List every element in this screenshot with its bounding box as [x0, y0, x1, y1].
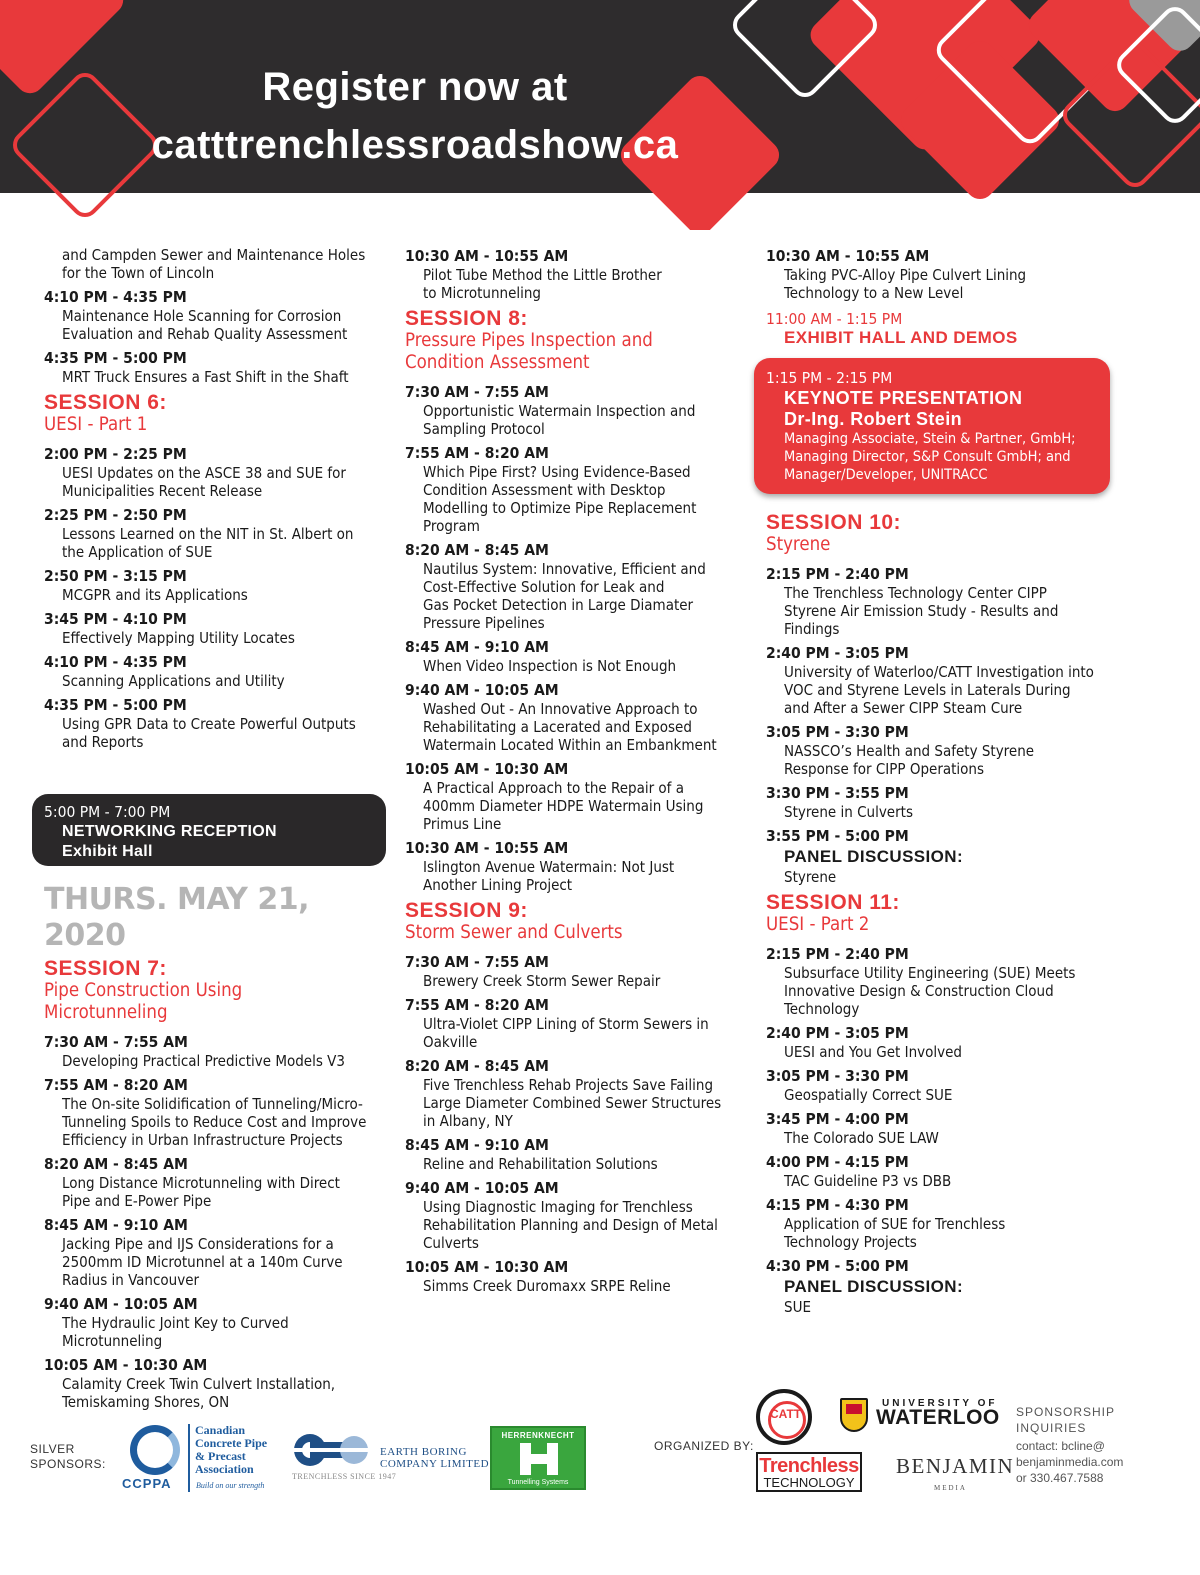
schedule-entry	[405, 1178, 745, 1252]
schedule-entry	[766, 1195, 1111, 1251]
keynote-box	[754, 358, 1110, 494]
talk-title: Which Pipe First? Using Evidence-Based Condition Assessment with Desktop Modelling to Optimize Pipe Replacement Program	[423, 463, 697, 535]
keynote-time: 1:15 PM - 2:15 PM	[766, 369, 893, 387]
session-heading: SESSION 9:	[405, 899, 528, 922]
registration-url[interactable]: catttrenchlessroadshow.ca	[151, 123, 679, 167]
waterloo-name: WATERLOO	[876, 1406, 1000, 1429]
talk-title: University of Waterloo/CATT Investigation into VOC and Styrene Levels in Laterals During and After a Sewer CIPP Steam Cure	[784, 663, 1094, 717]
talk-time: 9:40 AM - 10:05 AM	[405, 681, 559, 699]
panel-time: 4:30 PM - 5:00 PM	[766, 1257, 909, 1275]
panel-discussion-entry	[766, 826, 1111, 886]
talk-time: 2:15 PM - 2:40 PM	[766, 945, 909, 963]
technology-name: TECHNOLOGY	[763, 1475, 855, 1490]
talk-title: Islington Avenue Watermain: Not Just Another Lining Project	[423, 858, 675, 894]
panel-label: PANEL DISCUSSION:	[784, 1277, 964, 1296]
earth-boring-since: TRENCHLESS SINCE 1947	[292, 1472, 397, 1481]
herrenknecht-name: HERRENKNECHT	[501, 1431, 575, 1440]
talk-title: Scanning Applications and Utility	[62, 672, 285, 690]
talk-time: 4:10 PM - 4:35 PM	[44, 653, 187, 671]
schedule-entry	[766, 1109, 1111, 1147]
talk-time: 2:40 PM - 3:05 PM	[766, 644, 909, 662]
contact-info[interactable]: contact: bcline@ benjaminmedia.com or 330.467.7588	[1016, 1439, 1124, 1485]
schedule-entry	[44, 609, 384, 647]
talk-time: 8:20 AM - 8:45 AM	[44, 1155, 188, 1173]
talk-title: Maintenance Hole Scanning for Corrosion Evaluation and Rehab Quality Assessment	[62, 307, 348, 343]
talk-title: UESI Updates on the ASCE 38 and SUE for Municipalities Recent Release	[62, 464, 346, 500]
trenchless-name: Trenchless	[759, 1455, 859, 1477]
talk-title: MCGPR and its Applications	[62, 586, 248, 604]
trenchless-technology-logo[interactable]	[756, 1452, 862, 1492]
talk-title: The Trenchless Technology Center CIPP Styrene Air Emission Study - Results and Findings	[784, 584, 1059, 638]
waterloo-top-text: UNIVERSITY OF	[882, 1398, 998, 1409]
talk-time: 4:10 PM - 4:35 PM	[44, 288, 187, 306]
panel-discussion-entry	[766, 1256, 1111, 1316]
schedule-entry	[405, 952, 745, 990]
herrenknecht-logo[interactable]	[490, 1426, 586, 1490]
talk-time: 4:35 PM - 5:00 PM	[44, 349, 187, 367]
keynote-speaker: Dr-Ing. Robert Stein	[784, 409, 962, 429]
talk-title: Lessons Learned on the NIT in St. Albert on the Application of SUE	[62, 525, 354, 561]
talk-title: Styrene in Culverts	[784, 803, 913, 821]
talk-time: 4:35 PM - 5:00 PM	[44, 696, 187, 714]
schedule-entry	[44, 348, 384, 386]
schedule-entry	[405, 443, 745, 535]
reception-time: 5:00 PM - 7:00 PM	[44, 803, 171, 821]
talk-time: 7:30 AM - 7:55 AM	[405, 383, 549, 401]
talk-time: 2:15 PM - 2:40 PM	[766, 565, 909, 583]
talk-time: 10:30 AM - 10:55 AM	[766, 247, 930, 265]
talk-time: 10:05 AM - 10:30 AM	[44, 1356, 208, 1374]
talk-title: Geospatially Correct SUE	[784, 1086, 953, 1104]
ccppa-ring-icon	[130, 1425, 180, 1475]
panel-time: 3:55 PM - 5:00 PM	[766, 827, 909, 845]
schedule-entry	[766, 643, 1111, 717]
schedule-entry	[44, 505, 384, 561]
schedule-column-1-thursday	[44, 876, 384, 1416]
schedule-entry	[766, 564, 1111, 638]
talk-time: 3:45 PM - 4:10 PM	[44, 610, 187, 628]
talk-title: Nautilus System: Innovative, Efficient and Cost-Effective Solution for Leak and Gas Pocket Detection in Large Diamater Pressure Pipelines	[423, 560, 706, 632]
talk-title: Simms Creek Duromaxx SRPE Reline	[423, 1277, 671, 1295]
ccppa-tagline: Build on our strength	[196, 1481, 265, 1490]
benjamin-name: BENJAMIN	[896, 1454, 1015, 1478]
schedule-entry	[44, 1154, 384, 1210]
talk-time: 7:55 AM - 8:20 AM	[405, 996, 549, 1014]
schedule-entry	[766, 944, 1111, 1018]
talk-title: Pilot Tube Method the Little Brother to Microtunneling	[423, 266, 662, 302]
talk-title: Calamity Creek Twin Culvert Installation, Temiskaming Shores, ON	[62, 1375, 336, 1411]
register-banner	[0, 0, 1200, 230]
schedule-entry	[44, 1215, 384, 1289]
talk-time: 7:55 AM - 8:20 AM	[44, 1076, 188, 1094]
talk-title: Application of SUE for Trenchless Technology Projects	[784, 1215, 1006, 1251]
talk-time: 9:40 AM - 10:05 AM	[44, 1295, 198, 1313]
talk-title: Five Trenchless Rehab Projects Save Failing Large Diameter Combined Sewer Structures in Albany, NY	[423, 1076, 722, 1130]
talk-title: The Colorado SUE LAW	[784, 1129, 939, 1147]
ccppa-name: Canadian Concrete Pipe & Precast Association	[195, 1423, 268, 1476]
talk-title: The Hydraulic Joint Key to Curved Microtunneling	[62, 1314, 289, 1350]
schedule-entry	[405, 246, 745, 302]
talk-title: Opportunistic Watermain Inspection and Sampling Protocol	[423, 402, 696, 438]
talk-title: Using Diagnostic Imaging for Trenchless Rehabilitation Planning and Design of Metal Culverts	[423, 1198, 718, 1252]
sponsorship-inquiries-label: SPONSORSHIP INQUIRIES	[1016, 1405, 1116, 1435]
schedule-entry	[44, 1355, 384, 1411]
schedule-entry	[405, 1056, 745, 1130]
talk-title: Using GPR Data to Create Powerful Outputs and Reports	[62, 715, 356, 751]
talk-time: 8:45 AM - 9:10 AM	[405, 638, 549, 656]
talk-title: Jacking Pipe and IJS Considerations for a 2500mm ID Microtunnel at a 140m Curve Radius in Vancouver	[62, 1235, 343, 1289]
exhibit-hall-entry	[766, 310, 1111, 348]
talk-title: Effectively Mapping Utility Locates	[62, 629, 295, 647]
schedule-entry	[405, 680, 745, 754]
schedule-entry	[44, 566, 384, 604]
talk-title: NASSCO’s Health and Safety Styrene Response for CIPP Operations	[784, 742, 1035, 778]
schedule-column-3-lower	[766, 506, 1111, 1321]
talk-time: 2:40 PM - 3:05 PM	[766, 1024, 909, 1042]
session-heading: SESSION 7:	[44, 957, 167, 980]
talk-title: MRT Truck Ensures a Fast Shift in the Shaft	[62, 368, 349, 386]
talk-time: 8:20 AM - 8:45 AM	[405, 541, 549, 559]
networking-reception-box	[32, 794, 386, 866]
schedule-entry	[405, 540, 745, 632]
talk-time: 9:40 AM - 10:05 AM	[405, 1179, 559, 1197]
session-subtitle: Pipe Construction Using Microtunneling	[44, 980, 243, 1023]
schedule-entry	[766, 1066, 1111, 1104]
media-name: MEDIA	[934, 1484, 967, 1492]
keynote-label: KEYNOTE PRESENTATION	[784, 388, 1023, 408]
earth-boring-mark-icon	[292, 1432, 372, 1468]
organized-by-label: ORGANIZED BY:	[654, 1439, 754, 1453]
ccppa-abbreviation: CCPPA	[122, 1476, 172, 1491]
catt-name: CATT	[770, 1407, 802, 1421]
talk-time: 8:45 AM - 9:10 AM	[405, 1136, 549, 1154]
keynote-speaker-description: Managing Associate, Stein & Partner, GmbH; Managing Director, S&P Consult GmbH; and Manager/Developer, UNITRACC	[784, 431, 1076, 483]
talk-time: 3:05 PM - 3:30 PM	[766, 723, 909, 741]
schedule-entry	[44, 444, 384, 500]
talk-title: Reline and Rehabilitation Solutions	[423, 1155, 658, 1173]
panel-topic: SUE	[784, 1298, 811, 1316]
earth-boring-name: EARTH BORING COMPANY LIMITED	[380, 1446, 490, 1470]
talk-time: 8:20 AM - 8:45 AM	[405, 1057, 549, 1075]
session-heading: SESSION 11:	[766, 891, 900, 914]
banner-title	[0, 58, 830, 174]
talk-time: 3:45 PM - 4:00 PM	[766, 1110, 909, 1128]
talk-title: Taking PVC-Alloy Pipe Culvert Lining Technology to a New Level	[784, 266, 1027, 302]
schedule-entry	[405, 759, 745, 833]
talk-title: A Practical Approach to the Repair of a 400mm Diameter HDPE Watermain Using Primus Line	[423, 779, 704, 833]
schedule-column-2	[405, 246, 745, 1300]
session-subtitle: Storm Sewer and Culverts	[405, 922, 623, 943]
talk-time: 2:50 PM - 3:15 PM	[44, 567, 187, 585]
schedule-column-1	[44, 246, 384, 756]
talk-time: 4:00 PM - 4:15 PM	[766, 1153, 909, 1171]
talk-time: 10:05 AM - 10:30 AM	[405, 760, 569, 778]
talk-time: 8:45 AM - 9:10 AM	[44, 1216, 188, 1234]
session-subtitle: UESI - Part 1	[44, 414, 148, 435]
schedule-entry	[766, 246, 1111, 302]
talk-time: 7:30 AM - 7:55 AM	[44, 1033, 188, 1051]
schedule-entry	[405, 838, 745, 894]
schedule-entry	[405, 1135, 745, 1173]
session-subtitle: Pressure Pipes Inspection and Condition Assessment	[405, 330, 653, 373]
schedule-column-3	[766, 246, 1111, 353]
talk-title: The On-site Solidification of Tunneling/Micro- Tunneling Spoils to Reduce Cost and Improve Efficiency in Urban Infrastructure Projects	[62, 1095, 367, 1149]
talk-time: 2:25 PM - 2:50 PM	[44, 506, 187, 524]
talk-title: Brewery Creek Storm Sewer Repair	[423, 972, 661, 990]
session-heading: SESSION 10:	[766, 511, 902, 534]
schedule-entry	[44, 246, 384, 282]
talk-title: Ultra-Violet CIPP Lining of Storm Sewers in Oakville	[423, 1015, 709, 1051]
exhibit-label: EXHIBIT HALL AND DEMOS	[784, 328, 1018, 347]
talk-time: 2:00 PM - 2:25 PM	[44, 445, 187, 463]
panel-label: PANEL DISCUSSION:	[784, 847, 964, 866]
talk-title: UESI and You Get Involved	[784, 1043, 962, 1061]
herrenknecht-h-icon	[520, 1443, 558, 1475]
talk-time: 10:30 AM - 10:55 AM	[405, 839, 569, 857]
divider	[188, 1424, 190, 1492]
talk-time: 10:05 AM - 10:30 AM	[405, 1258, 569, 1276]
talk-time: 7:55 AM - 8:20 AM	[405, 444, 549, 462]
schedule-entry	[44, 287, 384, 343]
schedule-entry	[405, 637, 745, 675]
reception-label: NETWORKING RECEPTION	[62, 823, 277, 840]
reception-location: Exhibit Hall	[62, 843, 153, 860]
session-heading: SESSION 8:	[405, 307, 528, 330]
schedule-entry	[766, 783, 1111, 821]
schedule-entry	[44, 652, 384, 690]
talk-time: 7:30 AM - 7:55 AM	[405, 953, 549, 971]
schedule-entry	[405, 995, 745, 1051]
banner-line-1: Register now at	[262, 65, 568, 109]
schedule-entry	[766, 1023, 1111, 1061]
talk-title: Developing Practical Predictive Models V3	[62, 1052, 345, 1070]
talk-time: 3:05 PM - 3:30 PM	[766, 1067, 909, 1085]
session-heading: SESSION 6:	[44, 391, 167, 414]
talk-time: 4:15 PM - 4:30 PM	[766, 1196, 909, 1214]
session-subtitle: UESI - Part 2	[766, 914, 870, 935]
session-subtitle: Styrene	[766, 534, 831, 555]
talk-title: Subsurface Utility Engineering (SUE) Meets Innovative Design & Construction Cloud Technology	[784, 964, 1076, 1018]
schedule-entry	[44, 1032, 384, 1070]
schedule-entry	[405, 382, 745, 438]
talk-time: 3:30 PM - 3:55 PM	[766, 784, 909, 802]
herrenknecht-subtitle: Tunnelling Systems	[507, 1479, 569, 1486]
waterloo-shield-icon	[840, 1398, 868, 1432]
talk-title: Washed Out - An Innovative Approach to Rehabilitating a Lacerated and Exposed Watermain Located Within an Embankment	[423, 700, 717, 754]
schedule-entry	[766, 722, 1111, 778]
exhibit-time: 11:00 AM - 1:15 PM	[766, 310, 903, 328]
talk-title: When Video Inspection is Not Enough	[423, 657, 677, 675]
schedule-entry	[44, 1294, 384, 1350]
panel-topic: Styrene	[784, 868, 837, 886]
schedule-entry	[44, 695, 384, 751]
day-heading: THURS. MAY 21, 2020	[44, 882, 309, 953]
silver-sponsors-label: SILVER SPONSORS:	[30, 1442, 106, 1471]
talk-title: and Campden Sewer and Maintenance Holes for the Town of Lincoln	[62, 246, 366, 282]
talk-title: Long Distance Microtunneling with Direct Pipe and E-Power Pipe	[62, 1174, 340, 1210]
talk-title: TAC Guideline P3 vs DBB	[784, 1172, 952, 1190]
schedule-entry	[405, 1257, 745, 1295]
schedule-entry	[766, 1152, 1111, 1190]
talk-time: 10:30 AM - 10:55 AM	[405, 247, 569, 265]
schedule-entry	[44, 1075, 384, 1149]
